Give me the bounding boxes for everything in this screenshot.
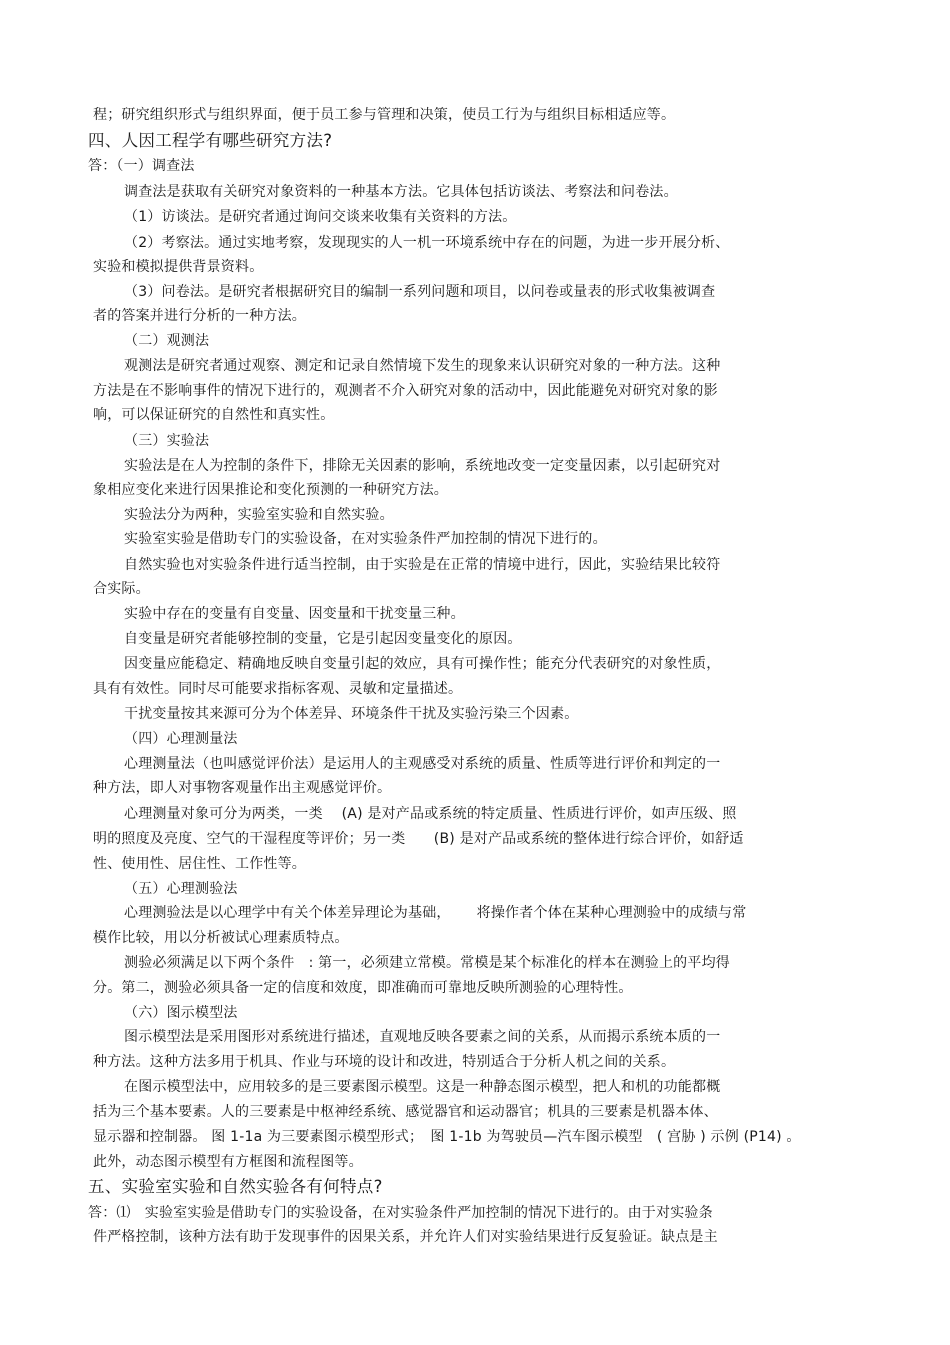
text-line: 自然实验也对实验条件进行适当控制，由于实验是在正常的情境中进行，因此，实验结果比较符 (124, 557, 721, 573)
text-line: 件严格控制，该种方法有助于发现事件的因果关系，并允许人们对实验结果进行反复验证。缺点是主 (93, 1229, 718, 1245)
text-line: 响，可以保证研究的自然性和真实性。 (93, 407, 335, 423)
text-line: 图示模型法是采用图形对系统进行描述，直观地反映各要素之间的关系，从而揭示系统本质的一 (124, 1029, 721, 1045)
text-line: 具有有效性。同时尽可能要求指标客观、灵敏和定量描述。 (93, 681, 463, 697)
text-line: 显示器和控制器。 图 1-1a 为三要素图示模型形式； 图 1-1b 为驾驶员—汽车图示模型 ( 宫胁 ) 示例 (P14) 。 (93, 1129, 801, 1145)
text-line: 干扰变量按其来源可分为个体差异、环境条件干扰及实验污染三个因素。 (124, 706, 579, 722)
subsection-heading: （四）心理测量法 (124, 731, 238, 747)
section-heading: 五、实验室实验和自然实验各有何特点? (88, 1177, 383, 1196)
text-line: 因变量应能稳定、精确地反映自变量引起的效应，具有可操作性；能充分代表研究的对象性质， (124, 656, 721, 672)
text-line: 者的答案并进行分析的一种方法。 (93, 308, 306, 324)
section-heading: 四、人因工程学有哪些研究方法? (88, 131, 333, 150)
text-line: 模作比较，用以分析被试心理素质特点。 (93, 930, 349, 946)
text-line: （2）考察法。通过实地考察，发现现实的人一机一环境系统中存在的问题，为进一步开展分析、 (124, 235, 730, 251)
text-line: 此外，动态图示模型有方框图和流程图等。 (93, 1154, 363, 1170)
text-line: 实验中存在的变量有自变量、因变量和干扰变量三种。 (124, 606, 465, 622)
text-line: 合实际。 (93, 581, 150, 597)
text-line: 心理测验法是以心理学中有关个体差异理论为基础， 将操作者个体在某种心理测验中的成绩与常 (124, 905, 747, 921)
text-line: （3）问卷法。是研究者根据研究目的编制一系列问题和项目，以问卷或量表的形式收集被调查 (124, 284, 716, 300)
text-line: 种方法。这种方法多用于机具、作业与环境的设计和改进，特别适合于分析人机之间的关系。 (93, 1054, 676, 1070)
answer-line: 答：（一）调查法 (88, 158, 195, 174)
answer-line: 答：⑴ 实验室实验是借助专门的实验设备，在对实验条件严加控制的情况下进行的。由于对实验条 (88, 1205, 713, 1221)
subsection-heading: （二）观测法 (124, 333, 210, 349)
text-line: 分。第二，测验必须具备一定的信度和效度，即准确而可靠地反映所测验的心理特性。 (93, 980, 633, 996)
text-line: 实验法是在人为控制的条件下，排除无关因素的影响，系统地改变一定变量因素，以引起研究对 (124, 458, 721, 474)
text-line: 实验法分为两种，实验室实验和自然实验。 (124, 507, 394, 523)
text-line: 心理测量法（也叫感觉评价法）是运用人的主观感受对系统的质量、性质等进行评价和判定的一 (124, 756, 721, 772)
text-line: 自变量是研究者能够控制的变量，它是引起因变量变化的原因。 (124, 631, 522, 647)
subsection-heading: （六）图示模型法 (124, 1005, 238, 1021)
text-line: 括为三个基本要素。人的三要素是中枢神经系统、感觉器官和运动器官；机具的三要素是机器本体、 (93, 1104, 718, 1120)
text-line: 明的照度及亮度、空气的干湿程度等评价；另一类 (B) 是对产品或系统的整体进行综合评价，如舒适 (93, 831, 744, 847)
text-line: 象相应变化来进行因果推论和变化预测的一种研究方法。 (93, 482, 448, 498)
text-line: 测验必须满足以下两个条件 : 第一，必须建立常模。常模是某个标准化的样本在测验上的平均得 (124, 955, 730, 971)
text-line: 心理测量对象可分为两类，一类 (A) 是对产品或系统的特定质量、性质进行评价，如声压级、照 (124, 806, 737, 822)
text-line: 在图示模型法中，应用较多的是三要素图示模型。这是一种静态图示模型，把人和机的功能都概 (124, 1079, 721, 1095)
text-line: 实验和模拟提供背景资料。 (93, 259, 264, 275)
text-line: （1）访谈法。是研究者通过询问交谈来收集有关资料的方法。 (124, 209, 517, 225)
text-line: 方法是在不影响事件的情况下进行的，观测者不介入研究对象的活动中，因此能避免对研究对象的影 (93, 383, 718, 399)
text-line: 性、使用性、居住性、工作性等。 (93, 856, 306, 872)
subsection-heading: （三）实验法 (124, 433, 210, 449)
text-line: 种方法，即人对事物客观量作出主观感觉评价。 (93, 780, 392, 796)
subsection-heading: （五）心理测验法 (124, 881, 238, 897)
text-line: 程；研究组织形式与组织界面，便于员工参与管理和决策，使员工行为与组织目标相适应等。 (93, 107, 676, 123)
text-line: 调查法是获取有关研究对象资料的一种基本方法。它具体包括访谈法、考察法和问卷法。 (124, 184, 678, 200)
text-line: 实验室实验是借助专门的实验设备，在对实验条件严加控制的情况下进行的。 (124, 531, 607, 547)
text-line: 观测法是研究者通过观察、测定和记录自然情境下发生的现象来认识研究对象的一种方法。这种 (124, 358, 721, 374)
